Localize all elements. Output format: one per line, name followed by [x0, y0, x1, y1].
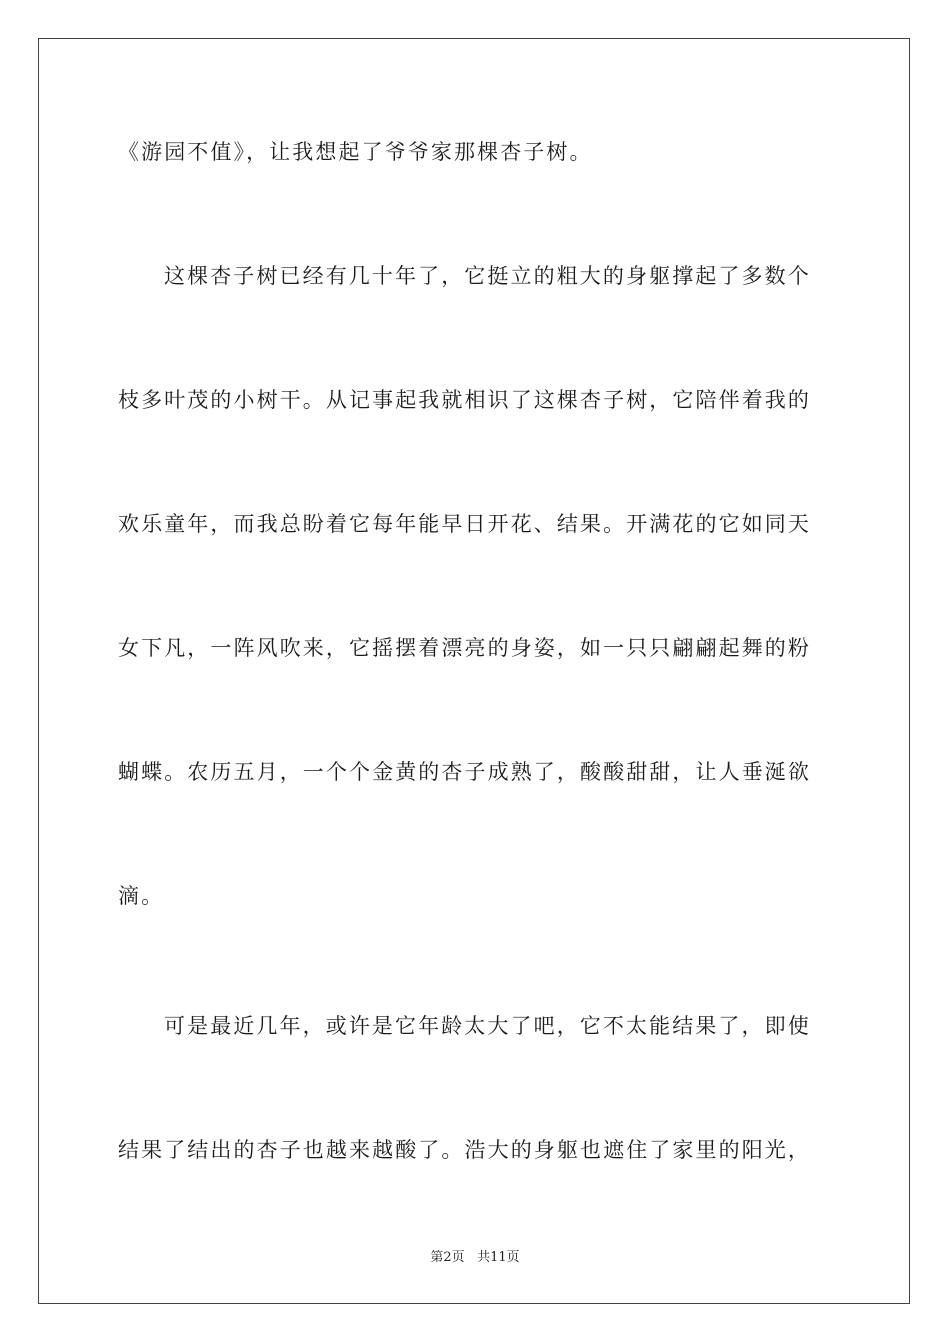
text-line-7: 滴。 — [118, 884, 165, 908]
paragraph-start-line: 这棵杏子树已经有几十年了，它挺立的粗大的身躯撑起了多数个 — [164, 264, 811, 288]
text-line-5: 女下凡，一阵风吹来，它摇摆着漂亮的身姿，如一只只翩翩起舞的粉 — [118, 636, 811, 660]
text-line-1: 《游园不值》，让我想起了爷爷家那棵杏子树。 — [118, 140, 593, 164]
page-number: 第2页 — [430, 1250, 465, 1265]
paragraph-start-line-2: 可是最近几年，或许是它年龄太大了吧，它不太能结果了，即使 — [164, 1014, 811, 1038]
page-footer — [0, 1250, 950, 1266]
text-line-3: 枝多叶茂的小树干。从记事起我就相识了这棵杏子树，它陪伴着我的 — [118, 388, 811, 412]
page-border — [38, 38, 910, 1304]
text-line-9: 结果了结出的杏子也越来越酸了。浩大的身躯也遮住了家里的阳光， — [118, 1138, 811, 1162]
text-line-4: 欢乐童年，而我总盼着它每年能早日开花、结果。开满花的它如同天 — [118, 512, 811, 536]
total-pages: 共11页 — [477, 1250, 520, 1265]
text-line-6: 蝴蝶。农历五月，一个个金黄的杏子成熟了，酸酸甜甜，让人垂涎欲 — [118, 760, 811, 784]
